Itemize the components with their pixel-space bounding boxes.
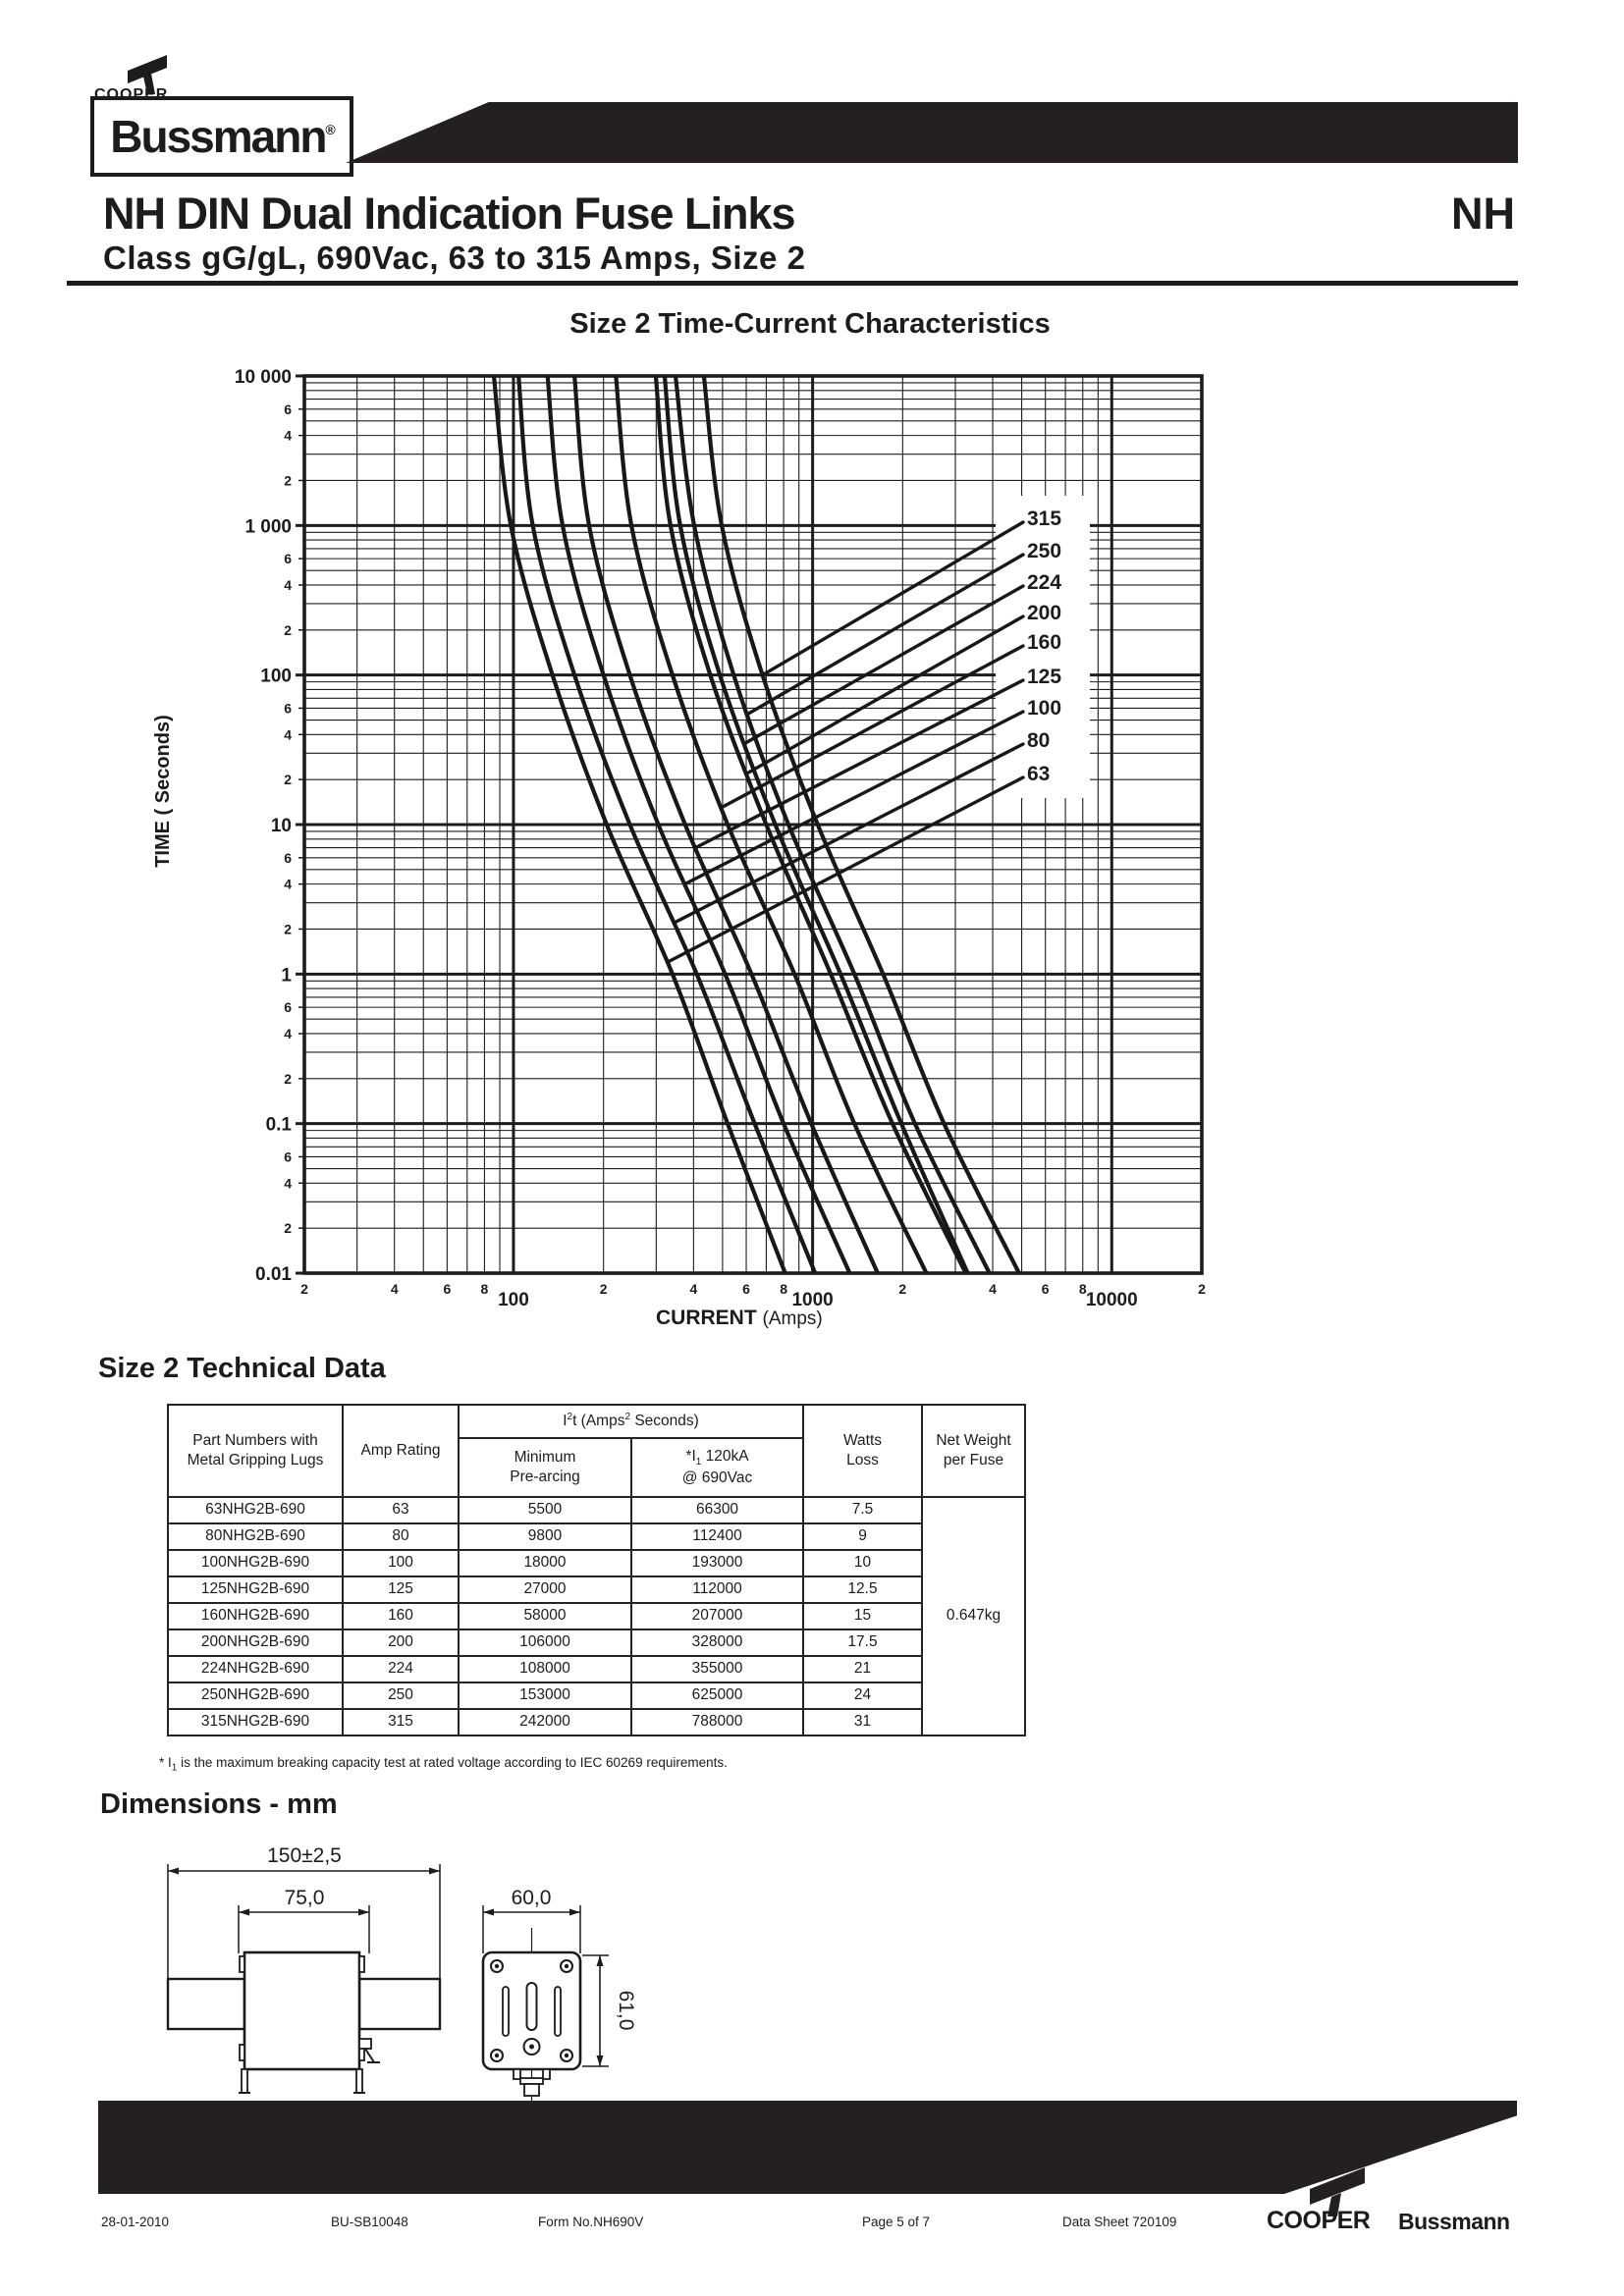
table-row	[168, 1550, 1025, 1576]
curve-label-100: 100	[1027, 697, 1062, 720]
svg-text:0.1: 0.1	[265, 1114, 292, 1136]
table-cell: 7.5	[803, 1497, 922, 1523]
time-current-chart	[137, 361, 1330, 1348]
svg-text:6: 6	[1041, 1281, 1050, 1297]
table-cell: 112400	[631, 1523, 803, 1550]
table-cell: 625000	[631, 1682, 803, 1709]
footer-item: Page 5 of 7	[862, 2215, 931, 2229]
table-row	[168, 1629, 1025, 1656]
svg-text:4: 4	[989, 1281, 997, 1297]
col-header-net-weight: Net Weight per Fuse	[922, 1405, 1025, 1497]
svg-text:1 000: 1 000	[244, 516, 292, 538]
svg-text:6: 6	[284, 1148, 292, 1165]
table-cell: 160	[343, 1603, 459, 1629]
svg-text:2: 2	[599, 1281, 608, 1297]
table-cell: 207000	[631, 1603, 803, 1629]
svg-text:2: 2	[284, 921, 292, 937]
footer-item: Data Sheet 720109	[1062, 2215, 1177, 2229]
svg-text:4: 4	[284, 576, 292, 593]
header-rule	[67, 281, 1518, 286]
section-heading-technical-data: Size 2 Technical Data	[98, 1353, 386, 1384]
col-header-min-prearcing: Minimum Pre-arcing	[459, 1438, 631, 1497]
table-cell: 18000	[459, 1550, 631, 1576]
svg-text:6: 6	[443, 1281, 452, 1297]
table-cell: 193000	[631, 1550, 803, 1576]
table-cell: 80NHG2B-690	[168, 1523, 343, 1550]
table-cell: 100	[343, 1550, 459, 1576]
page-title: NH DIN Dual Indication Fuse Links	[103, 188, 795, 239]
table-cell: 224NHG2B-690	[168, 1656, 343, 1682]
section-heading-dimensions: Dimensions - mm	[100, 1789, 338, 1820]
svg-text:8: 8	[480, 1281, 489, 1297]
curve-label-80: 80	[1027, 729, 1051, 752]
svg-text:2: 2	[1198, 1281, 1206, 1297]
table-cell: 12.5	[803, 1576, 922, 1603]
footer-item: BU-SB10048	[331, 2215, 408, 2229]
col-header-i2t: $I^2t$ (Amps$^2$ Seconds)	[459, 1405, 803, 1438]
curve-label-200: 200	[1027, 602, 1062, 624]
table-cell: 242000	[459, 1709, 631, 1735]
curve-label-224: 224	[1027, 571, 1062, 594]
table-cell: 63	[343, 1497, 459, 1523]
table-row	[168, 1656, 1025, 1682]
svg-text:10 000: 10 000	[234, 367, 292, 388]
table-cell: 328000	[631, 1629, 803, 1656]
curve-label-63: 63	[1027, 763, 1051, 785]
brand-cooper-small: COOPER	[94, 86, 169, 103]
table-cell: 21	[803, 1656, 922, 1682]
table-row	[168, 1709, 1025, 1735]
table-cell: 153000	[459, 1682, 631, 1709]
table-cell: 106000	[459, 1629, 631, 1656]
table-cell: 250	[343, 1682, 459, 1709]
table-cell-net-weight: 0.647kg	[922, 1497, 1025, 1735]
table-row	[168, 1603, 1025, 1629]
table-cell: 315NHG2B-690	[168, 1709, 343, 1735]
svg-text:4: 4	[284, 1175, 292, 1192]
curve-label-160: 160	[1027, 631, 1062, 654]
col-header-part-numbers: Part Numbers with Metal Gripping Lugs	[168, 1405, 343, 1497]
brand-bussmann-wordmark: Bussmann®	[110, 111, 334, 162]
registered-mark: ®	[325, 122, 334, 137]
svg-text:0.01: 0.01	[255, 1264, 292, 1285]
table-cell: 112000	[631, 1576, 803, 1603]
footer-brand-cooper: COOPER	[1267, 2207, 1371, 2234]
table-cell: 315	[343, 1709, 459, 1735]
svg-text:4: 4	[284, 1025, 292, 1041]
svg-text:2: 2	[284, 1070, 292, 1087]
svg-text:10: 10	[270, 816, 292, 836]
table-row	[168, 1682, 1025, 1709]
footer-item: 28-01-2010	[101, 2215, 170, 2229]
svg-text:4: 4	[390, 1281, 399, 1297]
table-row	[168, 1497, 1025, 1523]
table-cell: 200	[343, 1629, 459, 1656]
svg-text:100: 100	[498, 1290, 529, 1310]
table-cell: 15	[803, 1603, 922, 1629]
table-cell: 66300	[631, 1497, 803, 1523]
page-code: NH	[1451, 188, 1515, 239]
curve-label-leader-315	[763, 522, 1023, 675]
table-cell: 125NHG2B-690	[168, 1576, 343, 1603]
svg-text:6: 6	[284, 849, 292, 866]
table-cell: 63NHG2B-690	[168, 1497, 343, 1523]
curve-label-315: 315	[1027, 507, 1062, 530]
dimension-drawings	[98, 1838, 707, 2132]
table-cell: 108000	[459, 1656, 631, 1682]
col-header-amp-rating: Amp Rating	[343, 1405, 459, 1497]
svg-text:2: 2	[284, 1220, 292, 1237]
table-cell: 250NHG2B-690	[168, 1682, 343, 1709]
svg-text:6: 6	[284, 551, 292, 567]
table-cell: 9	[803, 1523, 922, 1550]
header-black-banner	[346, 102, 1518, 163]
table-cell: 160NHG2B-690	[168, 1603, 343, 1629]
table-cell: 31	[803, 1709, 922, 1735]
svg-text:1: 1	[281, 965, 292, 987]
svg-text:2: 2	[300, 1281, 308, 1297]
curve-label-250: 250	[1027, 540, 1062, 562]
table-cell: 355000	[631, 1656, 803, 1682]
svg-text:100: 100	[260, 666, 292, 687]
svg-text:6: 6	[284, 700, 292, 717]
table-row	[168, 1576, 1025, 1603]
page-subtitle: Class gG/gL, 690Vac, 63 to 315 Amps, Size 2	[103, 240, 806, 276]
table-footnote: * $I_1$ is the maximum breaking capacity test at rated voltage according to IEC 60269 requirements.	[159, 1755, 728, 1774]
curve-label-125: 125	[1027, 666, 1062, 688]
col-header-i1-120ka: $*I_1$ 120kA @ 690Vac	[631, 1438, 803, 1497]
dimension-label: 61,0	[615, 1990, 637, 2031]
table-cell: 788000	[631, 1709, 803, 1735]
table-row	[168, 1523, 1025, 1550]
svg-text:4: 4	[284, 876, 292, 892]
svg-text:8: 8	[780, 1281, 787, 1297]
dimension-label: 75,0	[284, 1887, 325, 1909]
table-cell: 24	[803, 1682, 922, 1709]
footer-item: Form No.NH690V	[538, 2215, 644, 2229]
svg-text:4: 4	[689, 1281, 698, 1297]
table-cell: 58000	[459, 1603, 631, 1629]
col-header-watts-loss: Watts Loss	[803, 1405, 922, 1497]
table-cell: 17.5	[803, 1629, 922, 1656]
svg-text:6: 6	[284, 999, 292, 1016]
svg-text:1000: 1000	[791, 1290, 834, 1310]
table-cell: 27000	[459, 1576, 631, 1603]
technical-data-table	[167, 1404, 1026, 1736]
table-cell: 9800	[459, 1523, 631, 1550]
y-axis-title: TIME ( Seconds)	[152, 715, 174, 868]
svg-text:6: 6	[742, 1281, 750, 1297]
svg-text:10000: 10000	[1085, 1290, 1138, 1310]
table-cell: 224	[343, 1656, 459, 1682]
svg-text:6: 6	[284, 400, 292, 417]
dimension-label: 60,0	[511, 1887, 552, 1909]
x-axis-title: CURRENT (Amps)	[656, 1307, 823, 1329]
brand-bussmann-box	[90, 96, 353, 177]
chart-title: Size 2 Time-Current Characteristics	[569, 308, 1051, 340]
svg-text:2: 2	[284, 772, 292, 788]
svg-text:2: 2	[284, 472, 292, 489]
table-cell: 80	[343, 1523, 459, 1550]
table-cell: 200NHG2B-690	[168, 1629, 343, 1656]
table-cell: 100NHG2B-690	[168, 1550, 343, 1576]
footer-black-band	[98, 2101, 1517, 2194]
table-cell: 125	[343, 1576, 459, 1603]
technical-data-table-wrap	[167, 1404, 1026, 1736]
svg-text:4: 4	[284, 726, 292, 743]
svg-text:4: 4	[284, 427, 292, 444]
dimension-label: 150±2,5	[267, 1844, 342, 1867]
footer-brand-bussmann: Bussmann	[1398, 2209, 1510, 2234]
table-cell: 10	[803, 1550, 922, 1576]
table-cell: 5500	[459, 1497, 631, 1523]
svg-text:2: 2	[284, 621, 292, 638]
svg-text:8: 8	[1078, 1281, 1087, 1297]
svg-text:2: 2	[898, 1281, 907, 1297]
